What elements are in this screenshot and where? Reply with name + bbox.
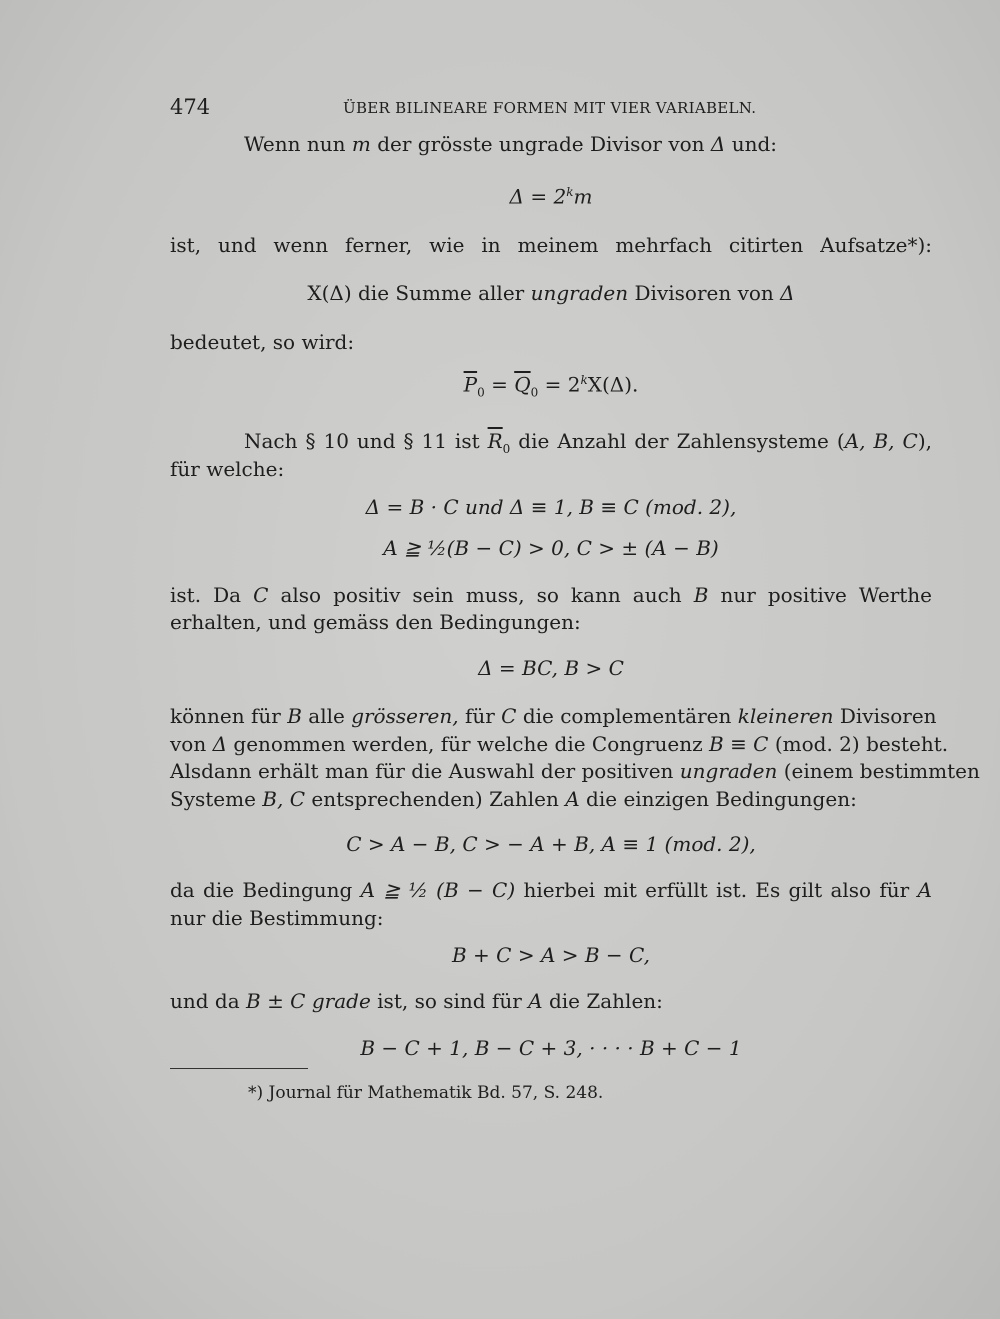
text-line-11: Alsdann erhält man für die Auswahl der positiven ungraden (einem bestimmten bbox=[170, 759, 980, 783]
equation-conditions-2: A ≧ ½(B − C) > 0, C > ± (A − B) bbox=[383, 536, 719, 560]
text-line-6: für welche: bbox=[170, 457, 285, 481]
equation-bc: Δ = BC, B > C bbox=[478, 656, 624, 680]
text-line-9: können für B alle grösseren, für C die complementären kleineren Divisoren bbox=[170, 704, 937, 728]
text-line-1: Wenn nun m der grösste ungrade Divisor von Δ und: bbox=[244, 132, 778, 156]
running-title: ÜBER BILINEARE FORMEN MIT VIER VARIABELN. bbox=[343, 99, 757, 117]
text-line-15: und da B ± C grade ist, so sind für A die Zahlen: bbox=[170, 989, 663, 1013]
text-line-14: nur die Bestimmung: bbox=[170, 906, 384, 930]
equation-values: B − C + 1, B − C + 3, · · · · B + C − 1 bbox=[360, 1036, 742, 1060]
text-line-12: Systeme B, C entsprechenden) Zahlen A die einzigen Bedingungen: bbox=[170, 787, 857, 811]
text-line-4: bedeutet, so wird: bbox=[170, 330, 355, 354]
text-line-5: Nach § 10 und § 11 ist $\overline{R}_0$ die Anzahl der Zahlensysteme (A, B, C), bbox=[244, 429, 933, 456]
footnote: *) Journal für Mathematik Bd. 57, S. 248. bbox=[248, 1083, 604, 1103]
text-line-7: ist. Da C also positiv sein muss, so kann auch B nur positive Werthe bbox=[170, 583, 933, 607]
text-line-2: ist, und wenn ferner, wie in meinem mehrfach citirten Aufsatze*): bbox=[170, 233, 932, 257]
equation-conditions-1: Δ = B · C und Δ ≡ 1, B ≡ C (mod. 2), bbox=[365, 495, 737, 519]
equation-range: B + C > A > B − C, bbox=[452, 943, 650, 967]
definition-x: X(Δ) die Summe aller ungraden Divisoren von Δ bbox=[307, 281, 795, 305]
text-line-8: erhalten, und gemäss den Bedingungen: bbox=[170, 610, 581, 634]
equation-a-bounds: C > A − B, C > − A + B, A ≡ 1 (mod. 2), bbox=[346, 832, 756, 856]
footnote-rule bbox=[170, 1068, 308, 1069]
equation-p-q: $\overline{P}_0 = \overline{Q}_0 = 2^kX(\Delta)$. bbox=[463, 372, 639, 400]
page-number: 474 bbox=[170, 95, 211, 119]
equation-delta: $\Delta = 2^km$ bbox=[509, 184, 593, 209]
text-line-13: da die Bedingung A ≧ ½ (B − C) hierbei mit erfüllt ist. Es gilt also für A bbox=[170, 878, 932, 902]
text-line-10: von Δ genommen werden, für welche die Congruenz B ≡ C (mod. 2) besteht. bbox=[170, 732, 949, 756]
